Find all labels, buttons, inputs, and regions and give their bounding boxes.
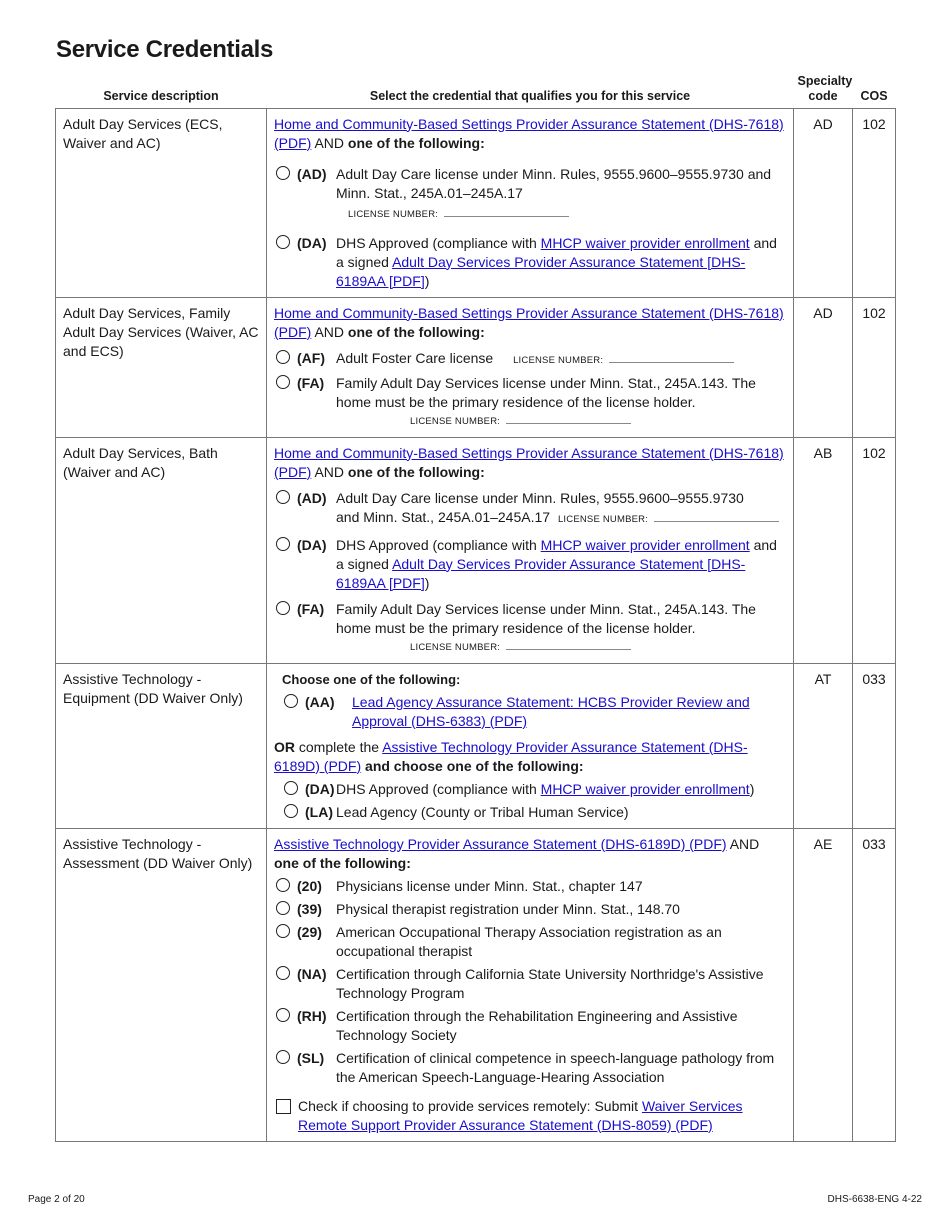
- option-code: (SL): [297, 1049, 325, 1066]
- hcbs-assurance-link[interactable]: Home and Community-Based Settings Provider Assurance Statement (DHS-7618) (PDF): [274, 304, 784, 340]
- option-text: Lead Agency (County or Tribal Human Service): [336, 803, 629, 820]
- option-code: (AF): [297, 349, 325, 366]
- radio-button[interactable]: [276, 901, 290, 915]
- option-code: (DA): [297, 536, 327, 553]
- one-of-text: one of the following:: [347, 134, 485, 151]
- specialty-code: AD: [794, 297, 853, 437]
- cos-value: 102: [853, 437, 896, 663]
- credential-option: [274, 489, 786, 529]
- option-text: Adult Day Care license under Minn. Rules, 9555.9600–9555.9730 and Minn. Stat., 245A.01–245A.17: [336, 165, 772, 201]
- radio-button[interactable]: [276, 350, 290, 364]
- header-specialty-code: Specialty code: [797, 73, 853, 103]
- credential-option: (DA) DHS Approved (compliance with MHCP waiver provider enrollment and a signed Adult Day Services Provider Assurance Statement [DHS-6189AA [PDF]): [274, 234, 786, 291]
- radio-button[interactable]: [284, 804, 298, 818]
- hcbs-assurance-link[interactable]: Home and Community-Based Settings Provider Assurance Statement (DHS-7618) (PDF): [274, 444, 784, 480]
- credential-option: (DA) DHS Approved (compliance with MHCP waiver provider enrollment and a signed Adult Day Services Provider Assurance Statement [DHS-6189AA [PDF]): [274, 536, 786, 593]
- radio-button[interactable]: [276, 375, 290, 389]
- option-text: Physical therapist registration under Minn. Stat., 148.70: [336, 900, 680, 917]
- license-number-input[interactable]: [609, 352, 734, 363]
- license-number-input[interactable]: [506, 413, 631, 424]
- at-assurance-link[interactable]: Assistive Technology Provider Assurance Statement (DHS-6189D) (PDF): [274, 738, 748, 774]
- license-number-input[interactable]: [654, 511, 779, 522]
- option-text: Family Adult Day Services license under Minn. Stat., 245A.143. The home must be the primary residence of the license holder.: [336, 374, 756, 410]
- remote-services-checkbox[interactable]: [276, 1099, 291, 1114]
- at-assurance-link[interactable]: Assistive Technology Provider Assurance Statement (DHS-6189D) (PDF): [274, 835, 727, 852]
- option-code: (RH): [297, 1007, 327, 1024]
- cos-value: 102: [853, 108, 896, 297]
- license-number-input[interactable]: [444, 206, 569, 217]
- service-description: Assistive Technology - Assessment (DD Waiver Only): [56, 828, 267, 1141]
- credential-cell: Home and Community-Based Settings Provider Assurance Statement (DHS-7618) (PDF) AND one of the following: (AF) Adult Foster Care license LICENSE NUMBER: (FA) Family Adult Day Services license under Minn. Stat., 245A.143. The home must be the primary residence of the license holder. LICENSE NUMBER:: [267, 297, 794, 437]
- mhcp-enrollment-link[interactable]: MHCP waiver provider enrollment: [540, 780, 750, 797]
- credential-cell: Assistive Technology Provider Assurance Statement (DHS-6189D) (PDF) AND one of the following: (20) Physicians license under Minn. Stat., chapter 147 (39) Physical therapist registration under Minn. Stat., 148.70 (29) American Occupational Therapy Association registration as an occupational therapist (NA) Certification through California State University Northridge's Assistive Technology Program (RH) Certification through the Rehabilitation Engineering and Assistive Technology Society (SL) Certification of clinical competence in speech-language pathology from the American Speech-Language-Hearing Association Check if choosing to provide services remotely: Submit Waiver Services Remote Support Provider Assurance Statement (DHS-8059) (PDF): [267, 828, 794, 1141]
- mhcp-enrollment-link[interactable]: MHCP waiver provider enrollment: [540, 536, 750, 553]
- header-cos: COS: [860, 88, 888, 103]
- credential-option: [274, 900, 786, 919]
- option-code: (NA): [297, 965, 327, 982]
- cos-value: 033: [853, 828, 896, 1141]
- credential-option: [274, 600, 786, 638]
- page-number: Page 2 of 20: [28, 1194, 85, 1205]
- service-description: Adult Day Services (ECS, Waiver and AC): [56, 108, 267, 297]
- option-code: (DA): [305, 780, 335, 797]
- license-number-field: LICENSE NUMBER:: [274, 412, 786, 431]
- license-number-field: LICENSE NUMBER:: [274, 638, 786, 657]
- option-text: Adult Day Care license under Minn. Rules, 9555.9600–9555.9730: [336, 489, 744, 506]
- credential-option: (DA) DHS Approved (compliance with MHCP waiver provider enrollment): [282, 780, 786, 799]
- specialty-code: AE: [794, 828, 853, 1141]
- radio-button[interactable]: [276, 924, 290, 938]
- option-code: (AA): [305, 693, 335, 710]
- credential-cell: [267, 108, 794, 297]
- radio-button[interactable]: [284, 781, 298, 795]
- license-number-field: LICENSE NUMBER:: [274, 205, 786, 224]
- option-text: Certification through California State University Northridge's Assistive Technology Program: [336, 965, 764, 1001]
- lead-agency-assurance-link[interactable]: Lead Agency Assurance Statement: HCBS Provider Review and Approval (DHS-6383) (PDF): [352, 693, 750, 729]
- option-text: and Minn. Stat., 245A.01–245A.17: [336, 508, 551, 525]
- header-service-description: Service description: [103, 88, 219, 103]
- adult-day-assurance-link[interactable]: Adult Day Services Provider Assurance Statement [DHS-6189AA [PDF]: [336, 555, 746, 591]
- radio-button[interactable]: [276, 878, 290, 892]
- table-row: [56, 297, 896, 437]
- service-description: Adult Day Services, Family Adult Day Services (Waiver, AC and ECS): [56, 297, 267, 437]
- and-text: AND: [314, 134, 345, 151]
- remote-services-option: Check if choosing to provide services remotely: Submit Waiver Services Remote Support Provider Assurance Statement (DHS-8059) (PDF): [274, 1097, 786, 1135]
- credential-option: [274, 1007, 786, 1045]
- form-id: DHS-6638-ENG 4-22: [827, 1194, 922, 1205]
- service-description: Assistive Technology - Equipment (DD Waiver Only): [56, 663, 267, 828]
- cos-value: 033: [853, 663, 896, 828]
- option-text: American Occupational Therapy Association registration as an occupational therapist: [336, 923, 722, 959]
- option-text: Physicians license under Minn. Stat., chapter 147: [336, 877, 643, 894]
- header-credential: Select the credential that qualifies you for this service: [369, 88, 691, 103]
- radio-button[interactable]: [276, 490, 290, 504]
- radio-button[interactable]: [276, 166, 290, 180]
- option-text: Adult Foster Care license: [336, 349, 494, 366]
- table-row: [56, 108, 896, 297]
- specialty-code: AB: [794, 437, 853, 663]
- mhcp-enrollment-link[interactable]: MHCP waiver provider enrollment: [540, 234, 750, 251]
- credential-option: [274, 877, 786, 896]
- table-row: [56, 663, 896, 828]
- or-text: OR: [274, 738, 295, 755]
- option-code: (20): [297, 877, 322, 894]
- option-code: (FA): [297, 600, 325, 617]
- credential-option: [282, 803, 786, 822]
- option-text: Certification of clinical competence in speech-language pathology from the American Speech-Language-Hearing Association: [336, 1049, 775, 1085]
- choose-instruction: Choose one of the following:: [282, 671, 461, 687]
- table-row: [56, 437, 896, 663]
- radio-button[interactable]: [284, 694, 298, 708]
- radio-button[interactable]: [276, 601, 290, 615]
- page-title: Service Credentials: [56, 36, 274, 63]
- table-row: [56, 828, 896, 1141]
- specialty-code: AT: [794, 663, 853, 828]
- remote-support-assurance-link[interactable]: Waiver Services Remote Support Provider Assurance Statement (DHS-8059) (PDF): [298, 1097, 743, 1133]
- option-code: (LA): [305, 803, 333, 820]
- radio-button[interactable]: [276, 1008, 290, 1022]
- radio-button[interactable]: [276, 235, 290, 249]
- option-text: Family Adult Day Services license under Minn. Stat., 245A.143. The home must be the primary residence of the license holder.: [336, 600, 756, 636]
- hcbs-assurance-link[interactable]: Home and Community-Based Settings Provider Assurance Statement (DHS-7618) (PDF): [274, 115, 784, 151]
- radio-button[interactable]: [276, 966, 290, 980]
- credential-option: [274, 349, 786, 370]
- credential-option: [282, 693, 786, 731]
- credential-option: [274, 374, 786, 412]
- option-code: (39): [297, 900, 322, 917]
- credential-cell: Home and Community-Based Settings Provider Assurance Statement (DHS-7618) (PDF) AND one of the following: (AD) Adult Day Care license under Minn. Rules, 9555.9600–9555.9730 and Minn. Stat., 245A.01–245A.17 LICENSE NUMBER: (DA) DHS Approved (compliance with MHCP waiver provider enrollment and a signed Adult Day Services Provider Assurance Statement [DHS-6189AA [PDF]) (FA) Family Adult Day Services license under Minn. Stat., 245A.143. The home must be the primary residence of the license holder. LICENSE NUMBER:: [267, 437, 794, 663]
- option-code: (AD): [297, 165, 327, 182]
- license-number-label: LICENSE NUMBER:: [557, 513, 649, 525]
- cos-value: 102: [853, 297, 896, 437]
- license-number-input[interactable]: [506, 639, 631, 650]
- credential-option: [274, 165, 786, 203]
- option-code: (29): [297, 923, 322, 940]
- service-description: Adult Day Services, Bath (Waiver and AC): [56, 437, 267, 663]
- option-text: Certification through the Rehabilitation Engineering and Assistive Technology Society: [336, 1007, 738, 1043]
- radio-button[interactable]: [276, 1050, 290, 1064]
- option-code: (AD): [297, 489, 327, 506]
- credential-option: [274, 923, 786, 961]
- radio-button[interactable]: [276, 537, 290, 551]
- license-number-label: LICENSE NUMBER:: [513, 354, 604, 366]
- specialty-code: AD: [794, 108, 853, 297]
- credential-option: [274, 1049, 786, 1087]
- option-code: (DA): [297, 234, 327, 251]
- credential-option: [274, 965, 786, 1003]
- service-credentials-table: [55, 72, 896, 1142]
- adult-day-assurance-link[interactable]: Adult Day Services Provider Assurance Statement [DHS-6189AA [PDF]: [336, 253, 746, 289]
- credential-cell: Choose one of the following: (AA) Lead Agency Assurance Statement: HCBS Provider Review and Approval (DHS-6383) (PDF) OR complete the Assistive Technology Provider Assurance Statement (DHS-6189D) (PDF) and choose one of the following: (DA) DHS Approved (compliance with MHCP waiver provider enrollment) (LA) Lead Agency (County or Tribal Human Service): [267, 663, 794, 828]
- option-code: (FA): [297, 374, 325, 391]
